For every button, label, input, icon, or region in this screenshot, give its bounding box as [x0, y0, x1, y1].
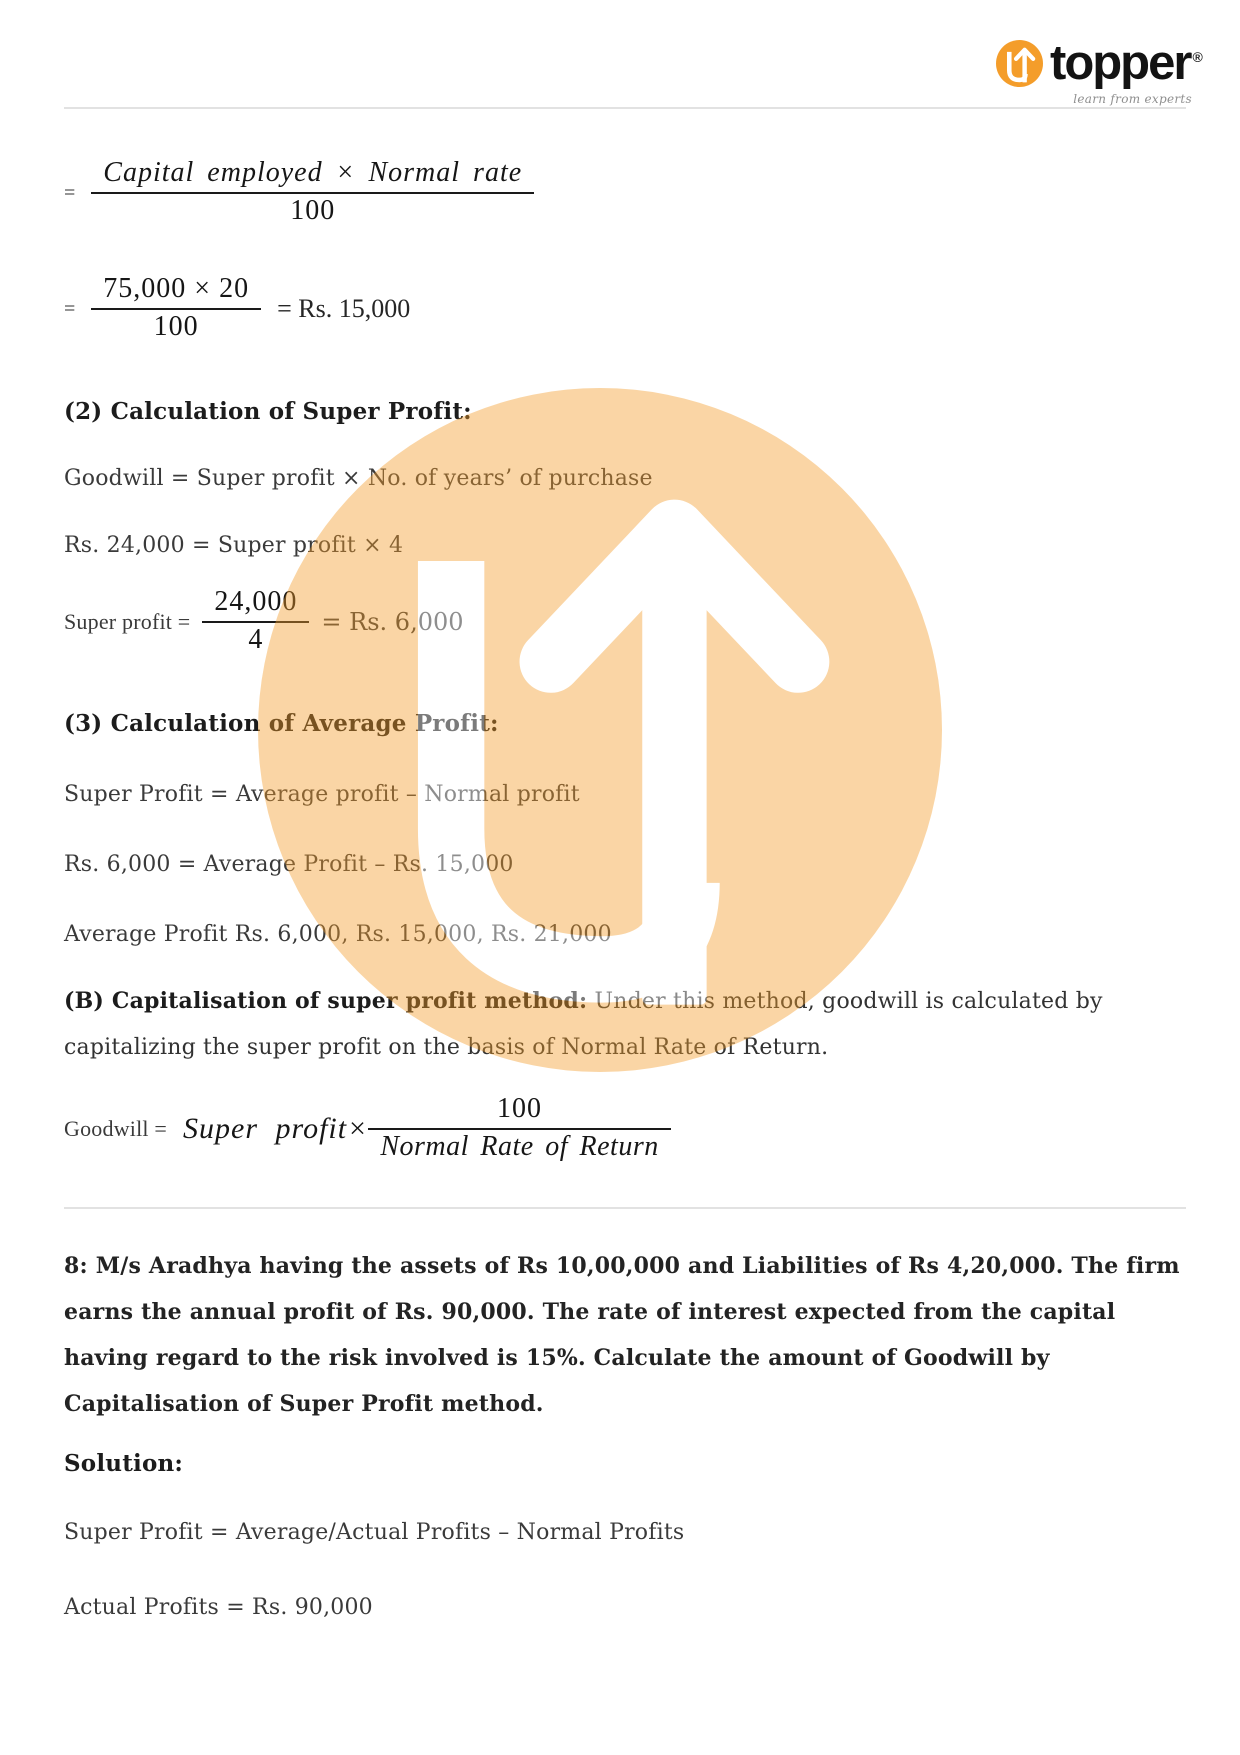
fraction-numerator: 75,000 × 20: [103, 273, 250, 304]
question8-line4: Capitalisation of Super Profit method.: [64, 1391, 544, 1417]
rs24000-equation-line: Rs. 24,000 = Super profit × 4: [64, 533, 404, 558]
fraction: [91, 156, 534, 230]
question8-line2: earns the annual profit of Rs. 90,000. The rate of interest expected from the capital: [64, 1299, 1116, 1325]
equals-sign: =: [64, 181, 76, 204]
rs6000-equation-line: Rs. 6,000 = Average Profit – Rs. 15,000: [64, 852, 514, 877]
capitalisation-paragraph-line1: [64, 988, 1103, 1014]
formula-normal-profit-values: [64, 272, 410, 346]
fraction: [368, 1092, 670, 1166]
formula-result: = Rs. 6,000: [321, 608, 464, 636]
solution-super-profit-line: Super Profit = Average/Actual Profits – Normal Profits: [64, 1520, 685, 1545]
question8-line3: having regard to the risk involved is 15%. Calculate the amount of Goodwill by: [64, 1345, 1050, 1371]
equation-factor: Super profit×: [183, 1112, 369, 1145]
brand-logo: [996, 36, 1201, 90]
super-profit-equation-line: Super Profit = Average profit – Normal profit: [64, 782, 580, 807]
capitalisation-paragraph-line2: capitalizing the super profit on the basis of Normal Rate of Return.: [64, 1035, 829, 1060]
section-heading-super-profit: (2) Calculation of Super Profit:: [64, 398, 472, 425]
section-divider: [64, 1207, 1186, 1209]
solution-heading: Solution:: [64, 1450, 184, 1477]
capitalisation-text: Under this method, goodwill is calculated by: [587, 989, 1103, 1014]
header-divider: [64, 107, 1186, 109]
equation-label: Super profit =: [64, 609, 191, 634]
capitalisation-method-label: (B) Capitalisation of super profit method:: [64, 988, 588, 1014]
question8-line1: 8: M/s Aradhya having the assets of Rs 10,00,000 and Liabilities of Rs 4,20,000. The firm: [64, 1253, 1180, 1279]
goodwill-capitalisation-formula: [64, 1092, 671, 1166]
equals-sign: =: [64, 297, 76, 320]
fraction-denominator: Normal Rate of Return: [380, 1131, 659, 1162]
brand-tagline: learn from experts: [1073, 92, 1192, 106]
fraction-numerator: Capital employed × Normal rate: [103, 157, 523, 188]
average-profit-values-line: Average Profit Rs. 6,000, Rs. 15,000, Rs. 21,000: [64, 922, 612, 947]
fraction-denominator: 100: [153, 311, 199, 342]
equation-label: Goodwill =: [64, 1116, 168, 1141]
brand-wordmark: [1050, 36, 1201, 90]
fraction: [91, 272, 261, 346]
section-heading-average-profit: (3) Calculation of Average Profit:: [64, 710, 499, 737]
utopper-logo-icon: [996, 40, 1043, 87]
fraction-numerator: 24,000: [214, 586, 298, 617]
fraction: [202, 585, 309, 659]
formula-normal-profit: [64, 156, 534, 230]
fraction-denominator: 100: [290, 195, 336, 226]
registered-mark: ®: [1192, 49, 1201, 65]
formula-result: = Rs. 15,000: [277, 294, 411, 323]
solution-actual-profits-line: Actual Profits = Rs. 90,000: [64, 1595, 373, 1620]
goodwill-equation-line: Goodwill = Super profit × No. of years’ of purchase: [64, 466, 653, 491]
brand-name: topper: [1050, 36, 1191, 90]
super-profit-calculation: [64, 585, 464, 659]
fraction-denominator: 4: [248, 624, 264, 655]
fraction-numerator: 100: [497, 1093, 543, 1124]
